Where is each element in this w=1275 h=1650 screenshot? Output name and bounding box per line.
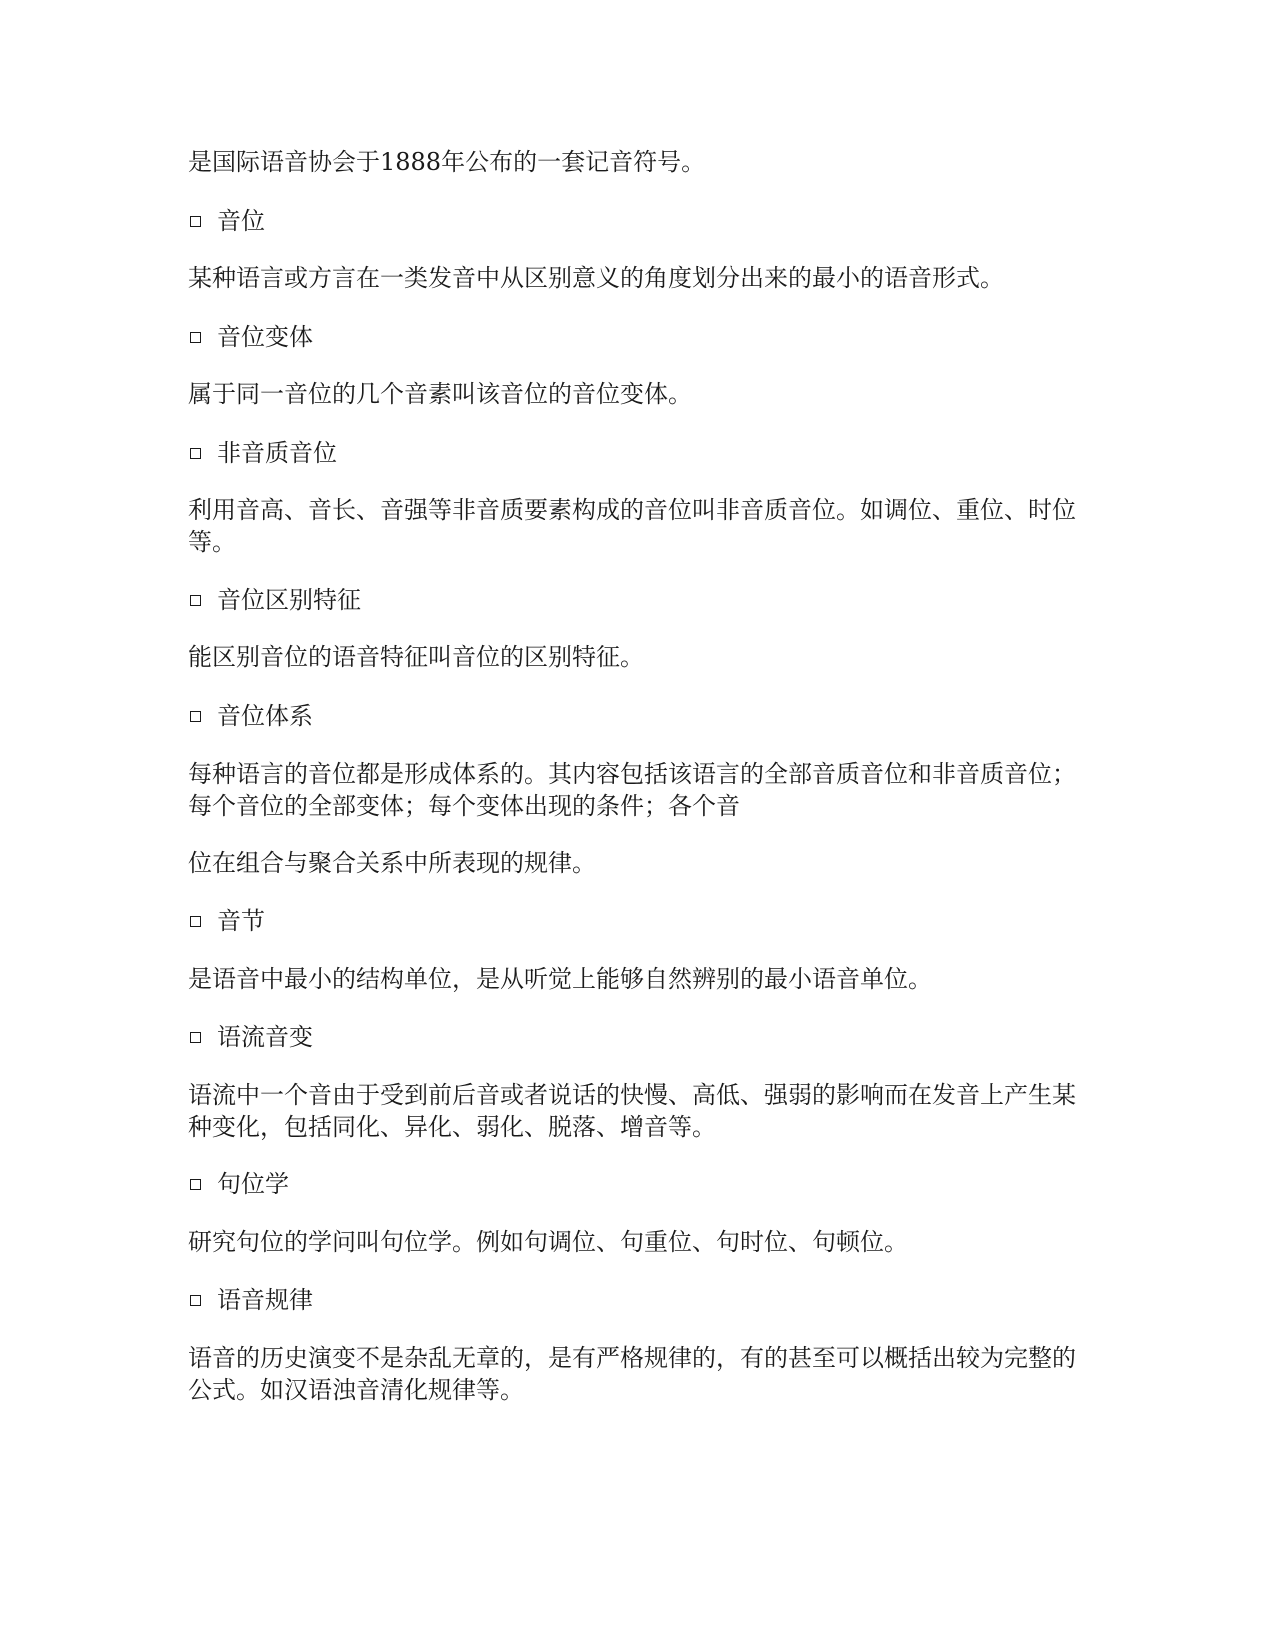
term-label: 音位体系 <box>217 702 313 730</box>
intro-paragraph: 是国际语音协会于1888年公布的一套记音符号。 <box>188 148 706 176</box>
checkbox-square-icon <box>190 595 201 606</box>
term-definition: 语流中一个音由于受到前后音或者说话的快慢、高低、强弱的影响而在发音上产生某种变化，包括同化、异化、弱化、脱落、增音等。 <box>188 1081 1076 1141</box>
checkbox-square-icon <box>190 216 201 227</box>
term-heading <box>188 437 1088 469</box>
term-label: 音位 <box>217 207 265 235</box>
checkbox-square-icon <box>190 332 201 343</box>
term-heading <box>188 1168 1088 1200</box>
checkbox-square-icon <box>190 1032 201 1043</box>
term-definition: 利用音高、音长、音强等非音质要素构成的音位叫非音质音位。如调位、重位、时位等。 <box>188 496 1076 556</box>
term-label: 非音质音位 <box>217 439 337 467</box>
term-definition: 每种语言的音位都是形成体系的。其内容包括该语言的全部音质音位和非音质音位；每个音位的全部变体；每个变体出现的条件；各个音 <box>188 760 1076 820</box>
term-label: 音位区别特征 <box>217 586 361 614</box>
term-definition: 能区别音位的语音特征叫音位的区别特征。 <box>188 643 644 671</box>
term-definition: 某种语言或方言在一类发音中从区别意义的角度划分出来的最小的语音形式。 <box>188 264 1004 292</box>
term-label: 音位变体 <box>217 323 313 351</box>
term-heading <box>188 205 1088 237</box>
term-heading <box>188 700 1088 732</box>
term-definition-continued: 位在组合与聚合关系中所表现的规律。 <box>188 849 596 877</box>
term-definition: 属于同一音位的几个音素叫该音位的音位变体。 <box>188 380 692 408</box>
term-definition: 是语音中最小的结构单位，是从听觉上能够自然辨别的最小语音单位。 <box>188 965 932 993</box>
checkbox-square-icon <box>190 711 201 722</box>
term-label: 语流音变 <box>217 1023 313 1051</box>
term-label: 音节 <box>217 907 265 935</box>
term-heading <box>188 584 1088 616</box>
term-label: 语音规律 <box>217 1286 313 1314</box>
term-heading <box>188 905 1088 937</box>
term-definition: 语音的历史演变不是杂乱无章的，是有严格规律的，有的甚至可以概括出较为完整的公式。如汉语浊音清化规律等。 <box>188 1344 1076 1404</box>
term-heading <box>188 321 1088 353</box>
term-heading <box>188 1021 1088 1053</box>
term-label: 句位学 <box>217 1170 289 1198</box>
checkbox-square-icon <box>190 916 201 927</box>
term-heading <box>188 1284 1088 1316</box>
checkbox-square-icon <box>190 1179 201 1190</box>
term-definition: 研究句位的学问叫句位学。例如句调位、句重位、句时位、句顿位。 <box>188 1228 908 1256</box>
checkbox-square-icon <box>190 448 201 459</box>
checkbox-square-icon <box>190 1295 201 1306</box>
